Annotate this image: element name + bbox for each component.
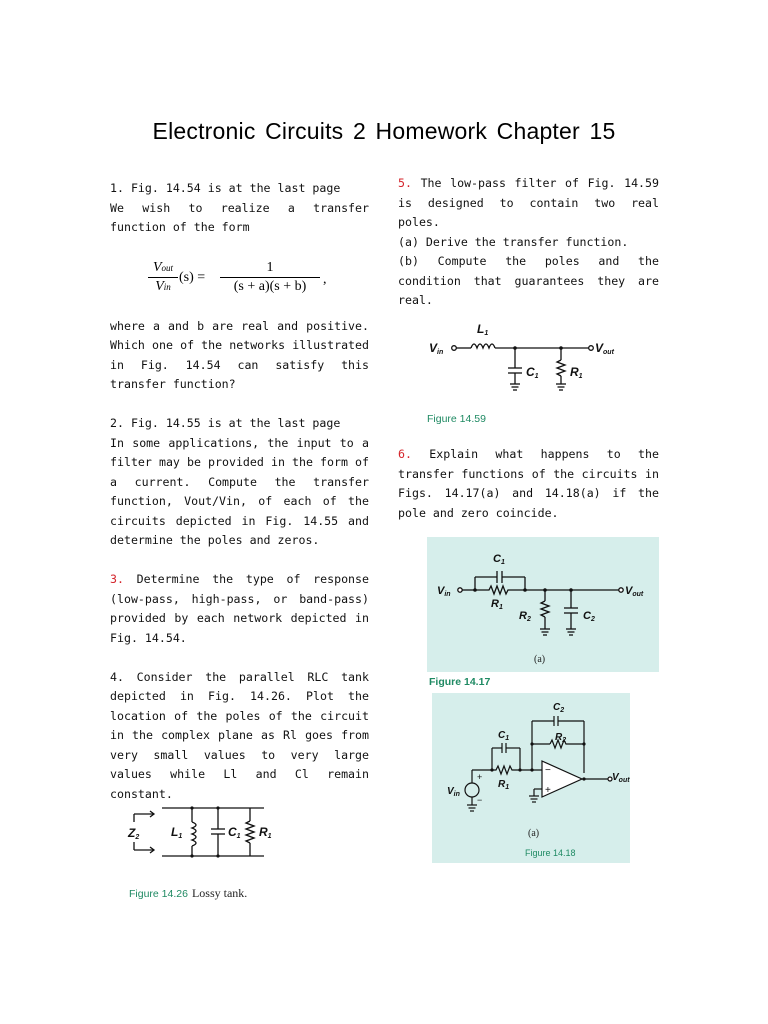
q6-text [398, 445, 659, 523]
figure-14-18-circuit [432, 693, 630, 863]
q5-number: 5. [398, 176, 412, 190]
q3-number: 3. [110, 572, 124, 586]
figure-14-18-caption: Figure 14.18 [525, 848, 576, 858]
fig1418-source-plus: + [477, 772, 483, 782]
fig1426-l1-label: L1 [171, 825, 183, 840]
q5-body: The low-pass filter of Fig. 14.59 is designed to contain two real poles. [398, 176, 659, 229]
fig1417-r1-label: R1 [491, 598, 503, 611]
formula-lhs-den: V [155, 279, 164, 294]
q6-body: Explain what happens to the transfer functions of the circuits in Figs. 14.17(a) and 14.18(a) if the pole and zero coincide. [398, 447, 659, 520]
figure-14-26-circuit [126, 802, 286, 862]
formula-tail: , [323, 272, 327, 287]
q4-text: 4. Consider the parallel RLC tank depicted in Fig. 14.26. Plot the location of the poles of the circuit in the complex plane as Rl goes from very small values to very large values while Ll and Cl remain constant. [110, 669, 369, 801]
formula-lhs-fraction [148, 260, 178, 295]
fig1418-r2-label: $R_2$ [555, 732, 567, 744]
formula-rhs-den: (s + a)(s + b) [233, 279, 307, 294]
q5-a: (a) Derive the transfer function. [398, 234, 629, 249]
fig1417-sublabel: (a) [534, 654, 546, 665]
fig1418-r1-label: $R_1$ [498, 779, 510, 791]
fig1417-c1-label: C1 [493, 553, 505, 566]
formula-arg: (s) = [179, 270, 206, 285]
page-title: Electronic Circuits 2 Homework Chapter 15 [152, 118, 616, 144]
fig1426-caption-text: Lossy tank. [191, 886, 248, 900]
q2-line1: 2. Fig. 14.55 is at the last page [110, 416, 341, 430]
figure-14-26 [126, 802, 286, 862]
fig1418-vin-label: $V_{in}$ [447, 786, 460, 798]
fig1418-c2-label: $C_2$ [553, 702, 565, 714]
fig1459-vout-label: Vout [595, 341, 614, 356]
q5-line1 [398, 174, 659, 233]
figure-14-17-circuit [427, 537, 659, 672]
q1-line1: 1. Fig. 14.54 is at the last page [110, 181, 341, 195]
fig1426-z-label: Z2 [128, 826, 140, 841]
fig1417-vout-label: Vout [625, 585, 644, 598]
formula-lhs-num-sub: out [161, 263, 174, 273]
right-column-q6 [398, 445, 659, 523]
fig1418-vout-label: $V_{out}$ [612, 772, 630, 784]
q1-line2: We wish to realize a transfer function of the form [110, 200, 369, 234]
figure-14-59-circuit [425, 318, 625, 398]
figure-14-17 [427, 537, 659, 672]
figure-14-18 [432, 693, 630, 863]
fig1418-source-minus: − [477, 795, 483, 805]
q2-text: In some applications, the input to a filter may be provided in the form of a current. Compute the transfer function, Vout/Vin, of each of the circuits depicted in Fig. 14.55 and determine the poles and zeros. [110, 435, 369, 547]
fig1417-c2-label: C2 [583, 610, 595, 623]
fig1459-r1-label: R1 [570, 365, 583, 380]
transfer-function-formula [148, 258, 338, 302]
formula-rhs-num: 1 [266, 260, 274, 275]
q5-b: (b) Compute the poles and the condition that guarantees they are real. [398, 254, 659, 307]
fig1426-c1-label: C1 [228, 825, 241, 840]
formula-rhs-fraction [220, 260, 320, 295]
q6-number: 6. [398, 447, 412, 461]
fig1418-sublabel: (a) [528, 828, 540, 839]
fig1459-vin-label: Vin [429, 341, 444, 356]
figure-14-26-caption [129, 886, 247, 901]
fig1459-l1-label: L1 [477, 322, 489, 337]
right-column-top [398, 174, 659, 311]
fig1418-opamp-plus: + [545, 785, 551, 796]
fig1418-opamp-minus: − [545, 765, 551, 776]
fig1426-r1-label: R1 [259, 825, 272, 840]
figure-14-59-caption: Figure 14.59 [427, 413, 486, 425]
fig1459-c1-label: C1 [526, 365, 539, 380]
formula-lhs-num: V [152, 260, 162, 275]
fig1417-r2-label: R2 [519, 610, 531, 623]
fig1426-caption-label: Figure 14.26 [129, 888, 188, 900]
formula-lhs-den-sub: in [163, 282, 171, 292]
fig1418-c1-label: $C_1$ [498, 730, 510, 742]
fig1417-vin-label: Vin [437, 585, 451, 598]
fig1417-background [427, 537, 659, 672]
q3-text [110, 570, 369, 648]
figure-14-59 [425, 318, 625, 398]
q1-after: where a and b are real and positive. Which one of the networks illustrated in Fig. 14.54 can satisfy this transfer function? [110, 318, 369, 391]
q3-body: Determine the type of response (low-pass, high-pass, or band-pass) provided by each network depicted in Fig. 14.54. [110, 572, 369, 645]
figure-14-17-caption: Figure 14.17 [429, 676, 491, 688]
